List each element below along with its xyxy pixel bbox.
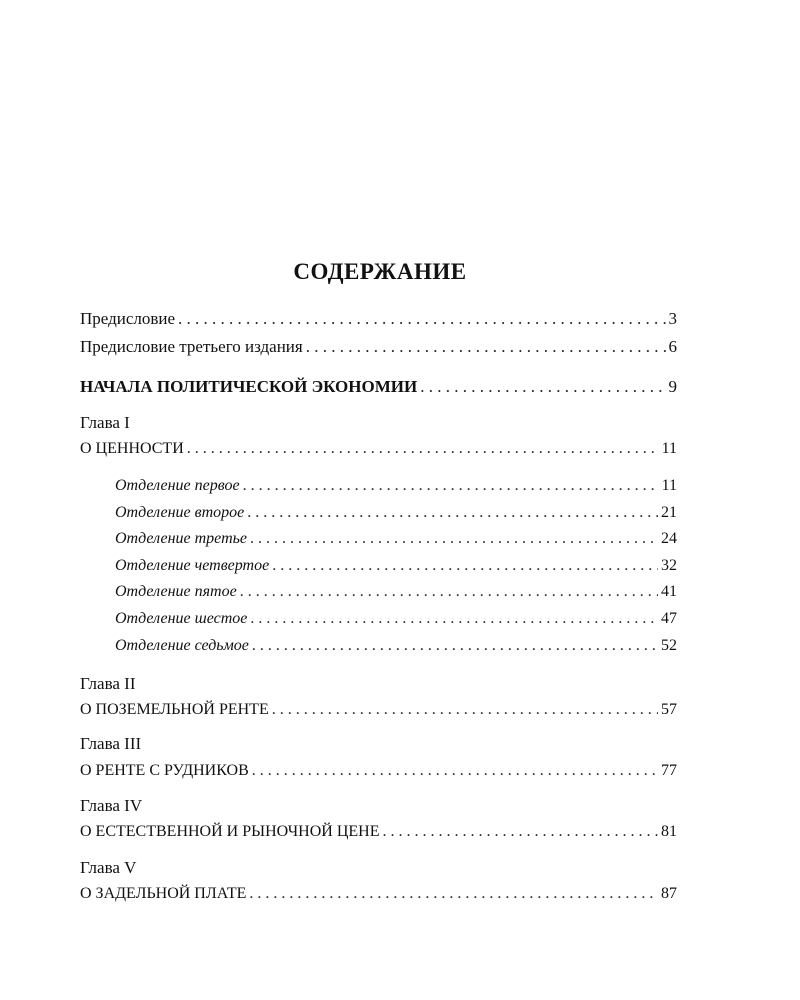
entry-label: Отделение третье — [115, 530, 247, 547]
entry-label: Отделение седьмое — [115, 637, 249, 654]
entry-label: О ЦЕННОСТИ — [80, 440, 184, 457]
page-number: 81 — [661, 823, 677, 840]
chapter-label: Глава I — [80, 413, 130, 432]
chapter-label: Глава V — [80, 858, 137, 877]
toc-entry-section[interactable] — [115, 581, 677, 603]
dot-leader — [249, 883, 658, 905]
toc-entry-section[interactable] — [115, 635, 677, 657]
toc-entry-preface[interactable] — [80, 308, 677, 330]
dot-leader — [272, 699, 658, 721]
entry-label: НАЧАЛА ПОЛИТИЧЕСКОЙ ЭКОНОМИИ — [80, 377, 418, 396]
toc-entry-chapter[interactable] — [80, 821, 677, 843]
toc-entry-chapter[interactable] — [80, 699, 677, 721]
dot-leader — [420, 376, 665, 398]
chapter-label: Глава IV — [80, 796, 143, 815]
page-number: 87 — [661, 885, 677, 902]
entry-label: Отделение шестое — [115, 610, 248, 627]
entry-label: Отделение пятое — [115, 583, 237, 600]
page-number: 11 — [661, 477, 677, 494]
toc-entry-section[interactable] — [115, 528, 677, 550]
page-number: 21 — [661, 504, 677, 521]
entry-label: О ЗАДЕЛЬНОЙ ПЛАТЕ — [80, 885, 247, 902]
entry-label: Предисловие третьего издания — [80, 337, 303, 356]
toc-entry-chapter[interactable] — [80, 438, 677, 460]
entry-label: Отделение четвертое — [115, 557, 270, 574]
page-number: 52 — [661, 637, 677, 654]
dot-leader — [252, 635, 658, 657]
toc-entry-preface-third-edition[interactable] — [80, 336, 677, 358]
page-number: 6 — [668, 337, 677, 356]
dot-leader — [240, 581, 658, 603]
dot-leader — [250, 528, 658, 550]
page-number: 77 — [661, 762, 677, 779]
dot-leader — [252, 760, 658, 782]
toc-entry-part[interactable] — [80, 376, 677, 398]
toc-entry-chapter[interactable] — [80, 883, 677, 905]
entry-label: Отделение первое — [115, 477, 240, 494]
page-number: 11 — [661, 440, 677, 457]
entry-label: Предисловие — [80, 309, 176, 328]
page-number: 47 — [661, 610, 677, 627]
page-number: 57 — [661, 701, 677, 718]
toc-entry-chapter[interactable] — [80, 760, 677, 782]
dot-leader — [272, 555, 658, 577]
page-number: 41 — [661, 583, 677, 600]
page-number: 24 — [661, 530, 677, 547]
toc-entry-section[interactable] — [115, 608, 677, 630]
page-number: 32 — [661, 557, 677, 574]
toc-entry-section[interactable] — [115, 555, 677, 577]
entry-label: О РЕНТЕ С РУДНИКОВ — [80, 762, 249, 779]
page-title: СОДЕРЖАНИЕ — [293, 259, 467, 284]
entry-label: О ПОЗЕМЕЛЬНОЙ РЕНТЕ — [80, 701, 269, 718]
dot-leader — [250, 608, 658, 630]
chapter-label: Глава III — [80, 734, 142, 753]
page-number: 3 — [668, 309, 677, 328]
dot-leader — [383, 821, 659, 843]
entry-label: Отделение второе — [115, 504, 245, 521]
toc-entry-section[interactable] — [115, 502, 677, 524]
chapter-label: Глава II — [80, 674, 136, 693]
page-number: 9 — [668, 377, 677, 396]
dot-leader — [187, 438, 659, 460]
dot-leader — [247, 502, 658, 524]
dot-leader — [243, 475, 659, 497]
toc-entry-section[interactable] — [115, 475, 677, 497]
entry-label: О ЕСТЕСТВЕННОЙ И РЫНОЧНОЙ ЦЕНЕ — [80, 823, 380, 840]
dot-leader — [178, 308, 665, 330]
dot-leader — [306, 336, 666, 358]
